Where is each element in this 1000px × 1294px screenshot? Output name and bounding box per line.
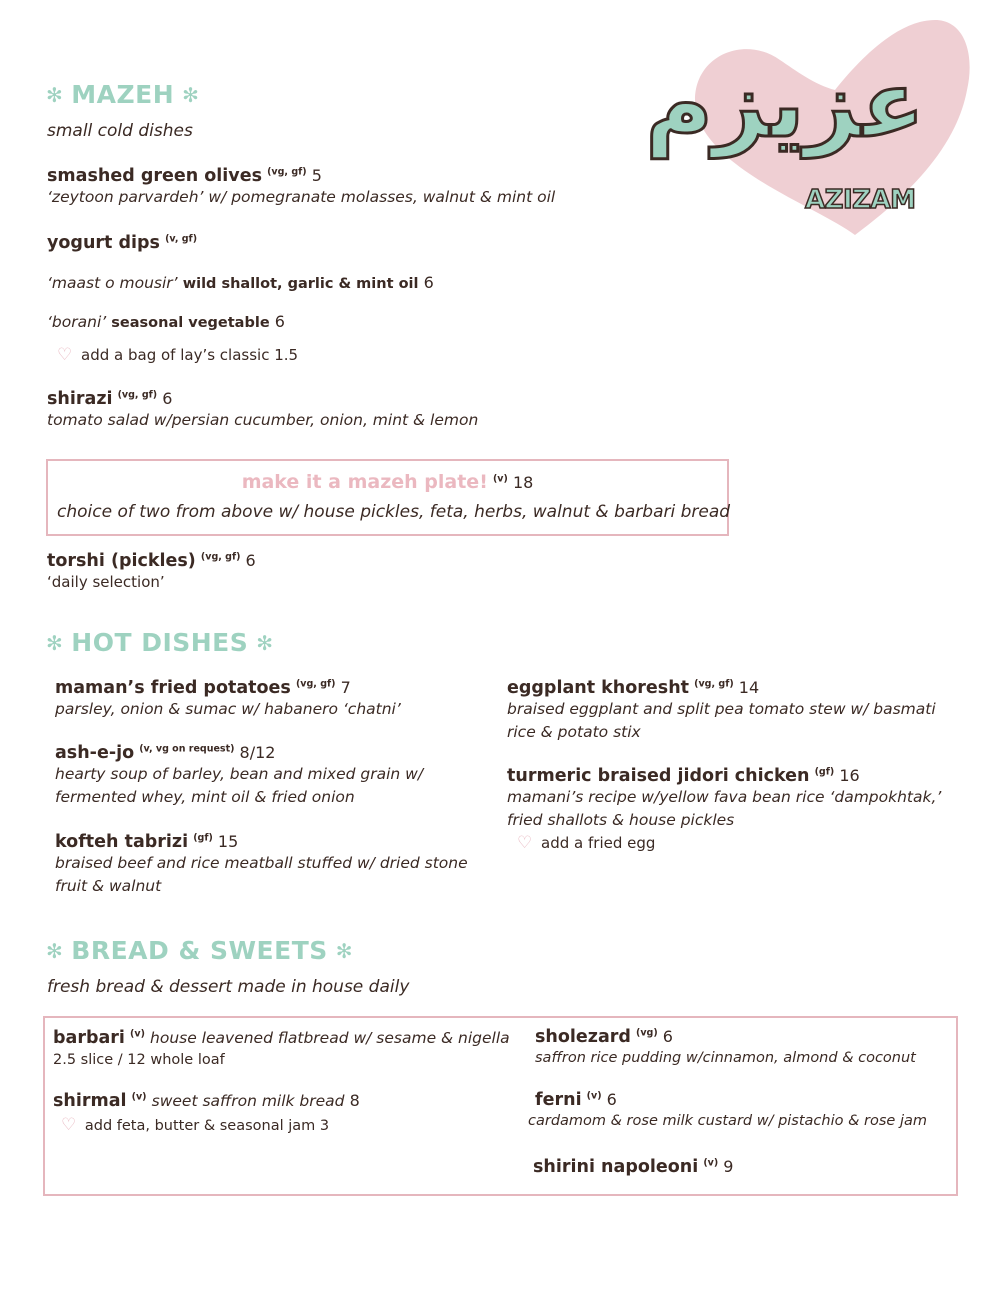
asterisk-icon: ✻ xyxy=(46,630,64,655)
hot-dishes-heading xyxy=(46,628,274,657)
menu-item-chicken: turmeric braised jidori chicken $^{(gf)}$ 16 mamani’s recipe w/yellow fava bean rice ‘dampokhtak,’ fried shallots & house pickles ♡ add a fried egg xyxy=(507,766,942,853)
asterisk-icon: ✻ xyxy=(256,630,274,655)
menu-item-kofteh: kofteh tabrizi $^{(gf)}$ 15 braised beef and rice meatball stuffed w/ dried stone fruit & walnut xyxy=(55,832,468,895)
menu-item-potatoes: maman’s fried potatoes $^{(vg, gf)}$ 7 parsley, onion & sumac w/ habanero ‘chatni’ xyxy=(55,678,401,718)
dip-borani: ‘borani’ seasonal vegetable 6 xyxy=(47,312,285,331)
asterisk-icon: ✻ xyxy=(46,82,64,107)
menu-item-napoleoni: shirini napoleoni $^{(v)}$ 9 xyxy=(533,1157,734,1177)
heart-icon: ♡ xyxy=(57,345,73,365)
menu-item-ferni: ferni $^{(v)}$ 6 cardamom & rose milk custard w/ pistachio & rose jam xyxy=(528,1090,927,1129)
bread-sweets-box xyxy=(43,1016,958,1196)
asterisk-icon: ✻ xyxy=(335,938,354,963)
logo-name: AZIZAM xyxy=(805,185,916,215)
addon-fried-egg: ♡ add a fried egg xyxy=(517,833,656,853)
mazeh-plate-box: make it a mazeh plate! $^{(v)}$ 18 choice of two from above w/ house pickles, feta, herbs, walnut & barbari bread xyxy=(46,459,729,536)
logo xyxy=(615,15,975,245)
menu-item-barbari: barbari $^{(v)}$ house leavened flatbread w/ sesame & nigella 2.5 slice / 12 whole loaf xyxy=(53,1028,510,1068)
addon-lays: ♡ add a bag of lay’s classic 1.5 xyxy=(57,345,299,365)
mazeh-title: MAZEH xyxy=(71,80,175,109)
menu-item-olives: smashed green olives $^{(vg, gf)}$ 5 ‘zeytoon parvardeh’ w/ pomegranate molasses, walnut & mint oil xyxy=(47,166,556,206)
bread-sweets-title: BREAD & SWEETS xyxy=(71,936,328,965)
menu-item-yogurt-dips: yogurt dips $^{(v, gf)}$ xyxy=(47,233,198,253)
mazeh-subtitle: small cold dishes xyxy=(47,121,193,141)
menu-item-eggplant: eggplant khoresht $^{(vg, gf)}$ 14 braised eggplant and split pea tomato stew w/ basmati rice & potato stix xyxy=(507,678,936,741)
asterisk-icon: ✻ xyxy=(46,938,64,963)
logo-script: عزیزم xyxy=(645,51,925,158)
dip-maast: ‘maast o mousir’ wild shallot, garlic & mint oil 6 xyxy=(47,273,434,292)
bread-subtitle: fresh bread & dessert made in house daily xyxy=(47,977,410,997)
mazeh-plate-desc: choice of two from above w/ house pickles, feta, herbs, walnut & barbari bread xyxy=(57,502,731,522)
menu-item-shirmal: shirmal $^{(v)}$ sweet saffron milk bread 8 ♡ add feta, butter & seasonal jam 3 xyxy=(53,1091,360,1135)
menu-item-ash: ash-e-jo $^{(v, vg on request)}$ 8/12 hearty soup of barley, bean and mixed grain w/ fermented whey, mint oil & fried onion xyxy=(55,743,424,806)
addon-shirmal: ♡ add feta, butter & seasonal jam 3 xyxy=(61,1115,330,1135)
menu-item-torshi: torshi (pickles) $^{(vg, gf)}$ 6 ‘daily selection’ xyxy=(47,551,256,591)
hot-dishes-title: HOT DISHES xyxy=(71,628,249,657)
asterisk-icon: ✻ xyxy=(182,82,200,107)
mazeh-plate-title: make it a mazeh plate! xyxy=(241,471,488,493)
menu-item-sholezard: sholezard $^{(vg)}$ 6 saffron rice pudding w/cinnamon, almond & coconut xyxy=(535,1027,916,1066)
bread-sweets-heading xyxy=(46,936,353,965)
menu-item-shirazi: shirazi $^{(vg, gf)}$ 6 tomato salad w/persian cucumber, onion, mint & lemon xyxy=(47,389,479,429)
heart-icon: ♡ xyxy=(61,1115,77,1135)
mazeh-heading xyxy=(46,80,199,109)
heart-icon: ♡ xyxy=(517,833,533,853)
